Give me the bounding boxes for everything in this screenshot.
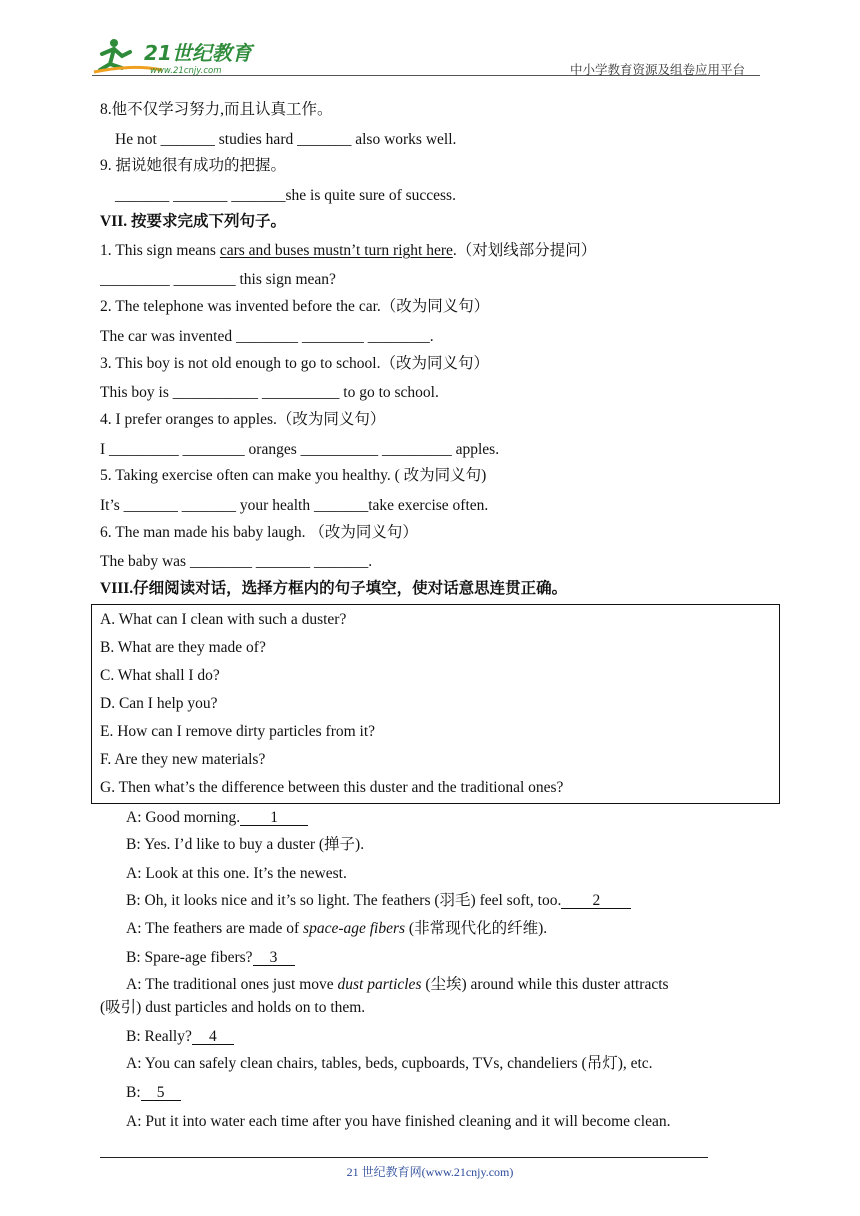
dialogue-line-2: B: Yes. I’d like to buy a duster (掸子). [126, 836, 365, 853]
option-f: F. Are they new materials? [100, 751, 266, 768]
footer-text[interactable]: 21 世纪教育网(www.21cnjy.com) [346, 1165, 514, 1179]
vii-question-2: 2. The telephone was invented before the car.（改为同义句） [100, 298, 490, 315]
vii-q1-start: 1. This sign means [100, 242, 220, 259]
header-tagline: 中小学教育资源及组卷应用平台 [570, 62, 746, 77]
question-8-prompt: 8.他不仅学习努力,而且认真工作。 [100, 101, 333, 118]
option-b: B. What are they made of? [100, 639, 266, 656]
dialogue-line-6 [126, 948, 295, 968]
vii-answer-3: This boy is ___________ __________ to go to school. [100, 384, 439, 401]
logo-text: 21世纪教育 [144, 41, 252, 65]
vii-answer-1: _________ ________ this sign mean? [100, 271, 336, 288]
dialogue-line-4 [126, 891, 631, 911]
dialogue-line-7 [126, 975, 669, 995]
dialogue-line-12: A: Put it into water each time after you have finished cleaning and it will become clean. [126, 1113, 671, 1130]
dialogue-text: B: Really? [126, 1028, 192, 1045]
dialogue-line-1 [126, 808, 308, 828]
vii-q1-underlined: cars and buses mustn’t turn right here [219, 242, 453, 259]
blank-4[interactable]: 4 [192, 1029, 234, 1045]
dialogue-text: (非常现代化的纤维). [405, 920, 548, 937]
dialogue-text: B: Oh, it looks nice and it’s so light. The feathers (羽毛) feel soft, too. [126, 892, 562, 909]
vii-q1-end: .（对划线部分提问） [452, 242, 597, 259]
dialogue-text: B: Spare-age fibers? [126, 949, 253, 966]
option-c: C. What shall I do? [100, 667, 220, 684]
question-8-answer-line: He not _______ studies hard _______ also works well. [115, 131, 457, 148]
vii-question-1 [100, 241, 596, 261]
dialogue-text: A: The traditional ones just move [126, 976, 338, 993]
vii-answer-4: I _________ ________ oranges __________ _________ apples. [100, 441, 500, 458]
dialogue-text: (尘埃) around while this duster attracts [421, 976, 669, 993]
dialogue-line-3: A: Look at this one. It’s the newest. [126, 865, 347, 882]
vii-question-5: 5. Taking exercise often can make you healthy. ( 改为同义句) [100, 467, 487, 484]
dialogue-line-5 [126, 919, 547, 939]
blank-5[interactable]: 5 [141, 1085, 181, 1101]
site-logo [92, 34, 260, 78]
option-e: E. How can I remove dirty particles from it? [100, 723, 376, 740]
footer-divider [100, 1157, 708, 1158]
dialogue-line-10: A: You can safely clean chairs, tables, beds, cupboards, TVs, chandeliers (吊灯), etc. [126, 1055, 653, 1072]
dialogue-line-8: (吸引) dust particles and holds on to them. [100, 999, 366, 1016]
question-9-answer-line: _______ _______ _______she is quite sure of success. [115, 187, 456, 204]
section-vii-heading: VII. 按要求完成下列句子。 [100, 213, 287, 230]
option-g: G. Then what’s the difference between this duster and the traditional ones? [100, 779, 564, 796]
dialogue-text: B: [126, 1084, 141, 1101]
blank-3[interactable]: 3 [253, 950, 295, 966]
section-viii-heading: VIII.仔细阅读对话，选择方框内的句子填空，使对话意思连贯正确。 [100, 580, 568, 597]
vii-answer-5: It’s _______ _______ your health _______take exercise often. [100, 497, 489, 514]
vii-answer-6: The baby was ________ _______ _______. [100, 553, 373, 570]
dialogue-text: A: Good morning. [126, 809, 241, 826]
logo-url: www.21cnjy.com [150, 66, 222, 76]
blank-2[interactable]: 2 [561, 893, 631, 909]
dialogue-italic: dust particles [337, 976, 422, 993]
option-d: D. Can I help you? [100, 695, 218, 712]
vii-question-3: 3. This boy is not old enough to go to school.（改为同义句） [100, 355, 489, 372]
dialogue-text: A: The feathers are made of [126, 920, 304, 937]
blank-1[interactable]: 1 [240, 810, 308, 826]
dialogue-italic: space-age fibers [303, 920, 406, 937]
dialogue-line-9 [126, 1027, 234, 1047]
vii-question-4: 4. I prefer oranges to apples.（改为同义句） [100, 411, 386, 428]
question-9-prompt: 9. 据说她很有成功的把握。 [100, 157, 287, 174]
vii-answer-2: The car was invented ________ ________ ________. [100, 328, 434, 345]
header-divider [92, 75, 760, 76]
dialogue-line-11 [126, 1083, 181, 1103]
option-a: A. What can I clean with such a duster? [100, 611, 347, 628]
vii-question-6: 6. The man made his baby laugh. （改为同义句） [100, 524, 418, 541]
